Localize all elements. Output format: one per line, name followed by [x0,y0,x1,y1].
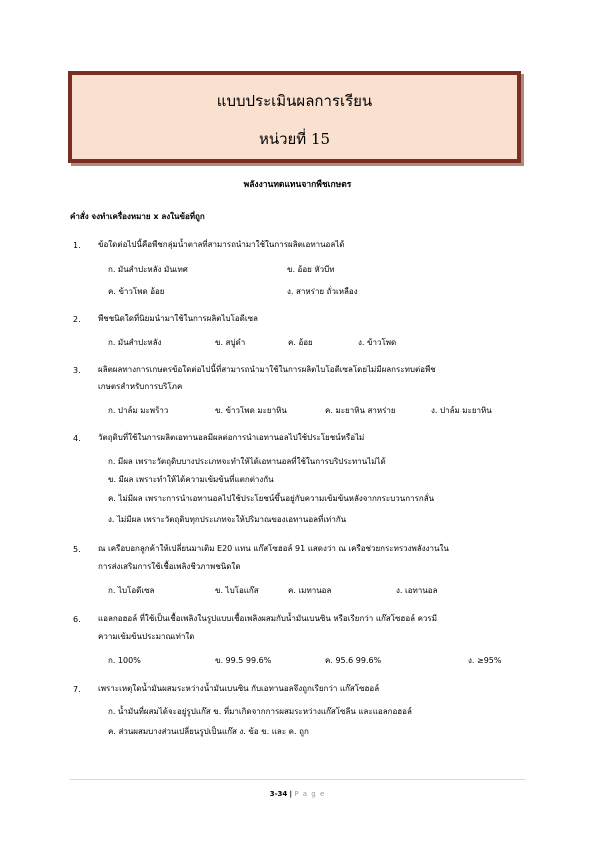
option: ก. มันสำปะหลัง [108,338,162,347]
question-number: 1. [73,241,81,250]
option: ข. ข้าวโพด มะยาหิน [215,406,287,415]
question-number: 7. [73,685,81,694]
question-number: 4. [73,434,81,443]
question-number: 3. [73,366,81,375]
option: ก. มีผล เพราะวัตถุดิบบางประเภทจะทำให้ได้เอทานอลที่ใช้ในการบริประทานไม่ได้ [108,457,386,466]
option: ง. เอทานอล [396,586,438,595]
question-text-continued: ความเข้มข้นประมาณเท่าใด [98,632,195,641]
option: ค. 95.6 99.6% [325,656,382,665]
question-number: 2. [73,315,81,324]
page-number: 3-34 [269,790,288,798]
question-text: เพราะเหตุใดน้ำมันผสมระหว่างน้ำมันเบนซิน กับเอทานอลจึงถูกเรียกว่า แก๊สโซฮอล์ [98,684,380,693]
option: ค. ข้าวโพด อ้อย [108,287,165,296]
option: ง. ปาล์ม มะยาหิน [431,406,492,415]
question-text: ผลิตผลทางการเกษตรข้อใดต่อไปนี้ที่สามารถนำมาใช้ในการผลิตไบโอดีเซลโดยไม่มีผลกระทบต่อพืช [98,365,436,374]
footer-separator: | [289,790,293,798]
question-text: ข้อใดต่อไปนี้คือพืชกลุ่มน้ำตาลที่สามารถนำมาใช้ในการผลิตเอทานอลได้ [98,240,345,249]
page-title: แบบประเมินผลการเรียน [216,92,373,110]
option: ก. 100% [108,656,141,665]
section-subtitle: พลังงานทดแทนจากพืชเกษตร [243,180,352,190]
question-text: พืชชนิดใดที่นิยมนำมาใช้ในการผลิตไบโอดีเซล [98,314,258,323]
option: ข. 99.5 99.6% [215,656,272,665]
option: ค. อ้อย [288,338,313,347]
option: ก. น้ำมันที่ผสมได้จะอยู่รูปแก๊ส ข. ที่มาเกิดจากการผสมระหว่างแก๊สโซลีน และแอลกอฮอล์ [108,707,412,716]
title-box [68,71,521,163]
option: ง. ข้าวโพด [358,338,397,347]
option: ข. ไบโอแก๊ส [215,586,259,595]
question-number: 6. [73,615,81,624]
option: ค. ไม่มีผล เพราะการนำเอทานอลไปใช้ประโยชน์ขึ้นอยู่กับความเข้มข้นหลังจากกระบวนการกลั่น [108,494,435,503]
option: ข. อ้อย หัวบีท [287,265,335,274]
page-label: P a g e [294,790,326,798]
question-text: ณ เครือบอกลูกค้าให้เปลี่ยนมาเติม E20 แทน แก๊สโซฮอล์ 91 แสดงว่า ณ เครือช่วยกระทรวงพลังงานใน [98,544,449,553]
option: ง. ≥95% [468,656,502,665]
option: ข. สบู่ดำ [215,338,246,347]
option: ข. มีผล เพราะทำให้ได้ความเข้มข้นที่แตกต่างกัน [108,475,274,484]
option: ก. ไบโอดีเซล [108,586,155,595]
option: ค. เมทานอล [288,586,332,595]
question-number: 5. [73,545,81,554]
page-footer [0,790,595,798]
instruction: คำสั่ง จงทำเครื่องหมาย x ลงในข้อที่ถูก [70,212,205,221]
option: ก. ปาล์ม มะพร้าว [108,406,169,415]
option: ค. มะยาหิน สาหร่าย [325,406,396,415]
question-text: แอลกอฮอล์ ที่ใช้เป็นเชื้อเพลิงในรูปแบบเชื้อเพลิงผสมกับน้ำมันเบนซิน หรือเรียกว่า แก๊สโซฮอล์ ควรมี [98,614,437,623]
footer-divider [70,779,525,780]
option: ง. สาหร่าย ถั่วเหลือง [287,287,358,296]
question-text-continued: เกษตรสำหรับการบริโภค [98,382,183,391]
unit-title: หน่วยที่ 15 [258,130,331,148]
option: ก. มันสำปะหลัง มันเทศ [108,265,188,274]
question-text: วัตถุดิบที่ใช้ในการผลิตเอทานอลมีผลต่อการนำเอทานอลไปใช้ประโยชน์หรือไม่ [98,433,365,442]
option: ค. ส่วนผสมบางส่วนเปลี่ยนรูปเป็นแก๊ส ง. ข้อ ข. และ ค. ถูก [108,727,309,736]
question-text-continued: การส่งเสริมการใช้เชื้อเพลิงชีวภาพชนิดใด [98,562,241,571]
option: ง. ไม่มีผล เพราะวัตถุดิบทุกประเภทจะให้ปริมาณของเอทานอลที่เท่ากัน [108,515,347,524]
